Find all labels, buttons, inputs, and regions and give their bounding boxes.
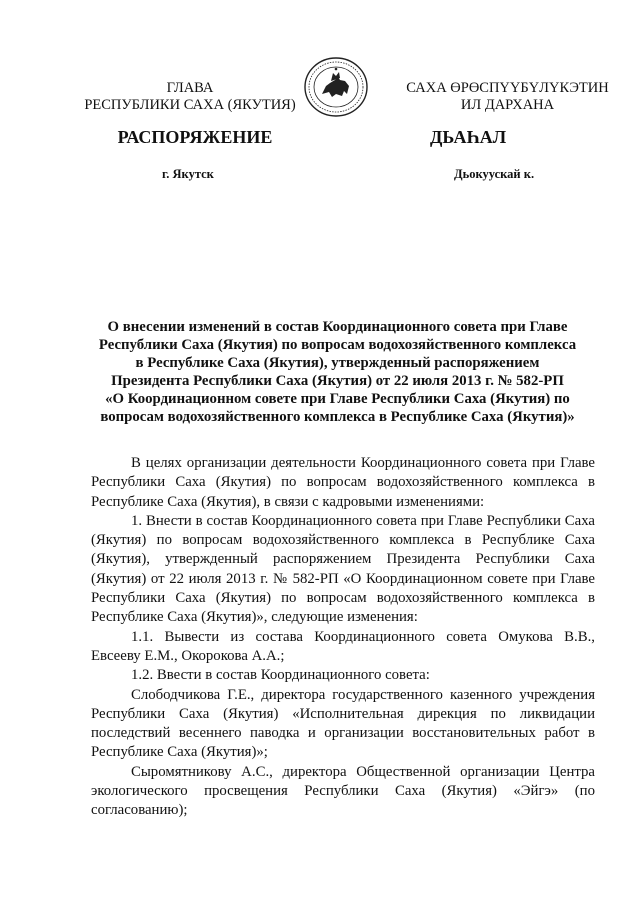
issuer-line-1-yakut: САХА ӨРӨСПҮҮБҮЛҮКЭТИН <box>406 80 609 96</box>
body-paragraph: 1. Внести в состав Координационного совета при Главе Республики Саха (Якутия) по вопросам водохозяйственного комплекса в Республике Саха (Якутия), утвержденный распоряжением Президента Республики Саха (Якутия) от 22 июля 2013 г. № 582-РП «О Координационном совете при Главе Республики Саха (Якутия) по вопросам водохозяйственного комплекса в Республике Саха (Якутия)», следующие изменения: <box>91 512 595 626</box>
issuer-line-1: ГЛАВА <box>166 80 214 96</box>
document-body <box>91 454 595 821</box>
document-subject <box>85 318 590 426</box>
subject-line: Республики Саха (Якутия) по вопросам водохозяйственного комплекса <box>98 337 577 353</box>
subject-line: Президента Республики Саха (Якутия) от 22 июля 2013 г. № 582-РП <box>111 373 564 389</box>
issuer-block-yakut <box>390 80 625 114</box>
subject-line: в Республике Саха (Якутия), утвержденный распоряжением <box>135 355 540 371</box>
issuer-line-2-yakut: ИЛ ДАРХАНА <box>460 97 555 113</box>
city-russian: г. Якутск <box>162 167 214 181</box>
body-paragraph: Сыромятникову А.С., директора Общественной организации Центра экологического просвещения Республики Саха (Якутия) «Эйгэ» (по согласованию); <box>91 763 595 819</box>
issuer-block-russian <box>60 80 320 114</box>
issuer-line-2: РЕСПУБЛИКИ САХА (ЯКУТИЯ) <box>84 97 296 113</box>
coat-of-arms-emblem <box>302 56 370 118</box>
document-type-yakut: ДЬАҺАЛ <box>430 127 507 147</box>
subject-line: вопросам водохозяйственного комплекса в Республике Саха (Якутия)» <box>100 409 575 425</box>
body-paragraph: Слободчикова Г.Е., директора государственного казенного учреждения Республики Саха (Якутия) «Исполнительная дирекция по ликвидации последствий весеннего паводка и организации восстановительных работ в Республике Саха (Якутия)»; <box>91 686 595 761</box>
document-type-russian: РАСПОРЯЖЕНИЕ <box>117 127 273 147</box>
body-paragraph: В целях организации деятельности Координационного совета при Главе Республики Саха (Якутия) по вопросам водохозяйственного комплекса в Республике Саха (Якутия), в связи с кадровыми изменениями: <box>91 455 595 510</box>
subject-line: «О Координационном совете при Главе Республики Саха (Якутия) по <box>105 391 570 407</box>
subject-line: О внесении изменений в состав Координационного совета при Главе <box>107 319 568 335</box>
body-paragraph: 1.1. Вывести из состава Координационного совета Омукова В.В., Евсееву Е.М., Окорокова А.А.; <box>91 628 595 664</box>
body-paragraph: 1.2. Ввести в состав Координационного совета: <box>131 667 430 684</box>
city-yakut: Дьокуускай к. <box>454 167 535 181</box>
